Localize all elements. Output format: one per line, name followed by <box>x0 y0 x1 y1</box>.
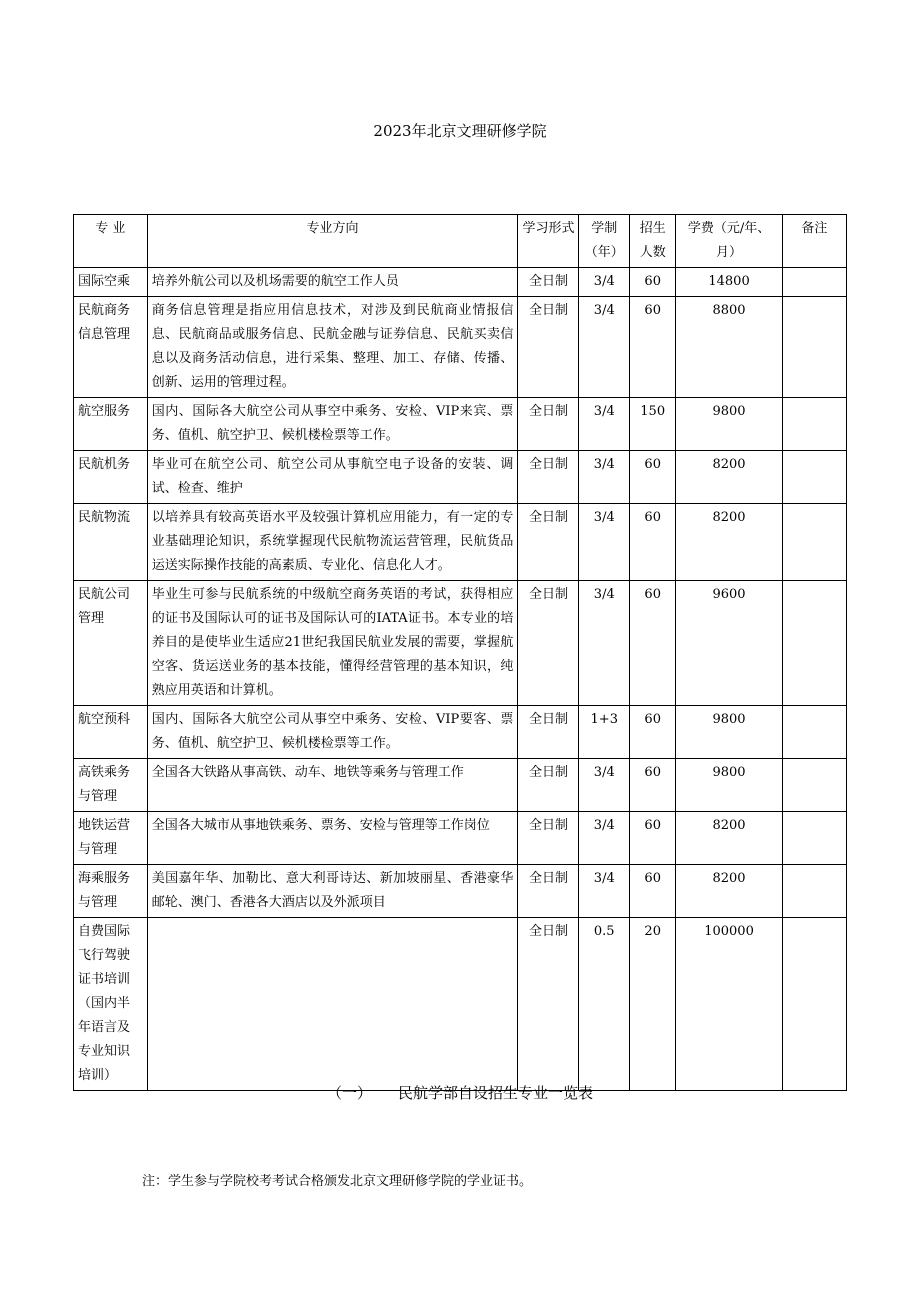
cell-major: 地铁运营与管理 <box>74 812 148 865</box>
cell-form: 全日制 <box>518 504 579 581</box>
cell-enroll: 60 <box>630 504 676 581</box>
cell-form: 全日制 <box>518 398 579 451</box>
table-row <box>74 581 847 706</box>
cell-form: 全日制 <box>518 918 579 1091</box>
table-row <box>74 297 847 398</box>
table-row <box>74 398 847 451</box>
cell-note <box>782 268 846 297</box>
cell-enroll: 60 <box>630 865 676 918</box>
table-row <box>74 268 847 297</box>
cell-note <box>782 918 846 1091</box>
cell-direction: 毕业生可参与民航系统的中级航空商务英语的考试，获得相应的证书及国际认可的证书及国际认可的IATA证书。本专业的培养目的是使毕业生适应21世纪我国民航业发展的需要，掌握航空客、货运送业务的基本技能，懂得经营管理的基本知识，纯熟应用英语和计算机。 <box>147 581 518 706</box>
cell-years: 3/4 <box>579 865 630 918</box>
document-title: 2023年北京文理研修学院 <box>373 122 547 140</box>
cell-form: 全日制 <box>518 759 579 812</box>
cell-fee: 9600 <box>676 581 782 706</box>
cell-fee: 8200 <box>676 812 782 865</box>
header-enroll: 招生人数 <box>630 215 676 268</box>
cell-note <box>782 297 846 398</box>
cell-major: 民航机务 <box>74 451 148 504</box>
cell-enroll: 150 <box>630 398 676 451</box>
cell-note <box>782 812 846 865</box>
cell-form: 全日制 <box>518 268 579 297</box>
program-table <box>73 214 847 1091</box>
cell-years: 3/4 <box>579 504 630 581</box>
cell-enroll: 60 <box>630 812 676 865</box>
table-header-row <box>74 215 847 268</box>
cell-major: 民航物流 <box>74 504 148 581</box>
cell-major: 民航商务信息管理 <box>74 297 148 398</box>
cell-direction: 国内、国际各大航空公司从事空中乘务、安检、VIP要客、票务、值机、航空护卫、候机楼检票等工作。 <box>147 706 518 759</box>
cell-enroll: 60 <box>630 297 676 398</box>
header-direction: 专业方向 <box>147 215 518 268</box>
cell-direction: 以培养具有较高英语水平及较强计算机应用能力，有一定的专业基础理论知识，系统掌握现代民航物流运营管理，民航货品运送实际操作技能的高素质、专业化、信息化人才。 <box>147 504 518 581</box>
cell-note <box>782 759 846 812</box>
cell-major: 自费国际飞行驾驶证书培训（国内半年语言及专业知识培训） <box>74 918 148 1091</box>
table-row <box>74 812 847 865</box>
cell-years: 3/4 <box>579 812 630 865</box>
cell-fee: 100000 <box>676 918 782 1091</box>
cell-note <box>782 706 846 759</box>
cell-major: 民航公司管理 <box>74 581 148 706</box>
table-row <box>74 451 847 504</box>
cell-form: 全日制 <box>518 297 579 398</box>
cell-form: 全日制 <box>518 581 579 706</box>
header-major: 专 业 <box>74 215 148 268</box>
caption-number: （一） <box>326 1084 372 1102</box>
table-row <box>74 706 847 759</box>
cell-years: 3/4 <box>579 581 630 706</box>
cell-fee: 8800 <box>676 297 782 398</box>
cell-form: 全日制 <box>518 451 579 504</box>
cell-enroll: 60 <box>630 268 676 297</box>
cell-note <box>782 865 846 918</box>
table-row <box>74 918 847 1091</box>
header-form: 学习形式 <box>518 215 579 268</box>
cell-direction: 国内、国际各大航空公司从事空中乘务、安检、VIP来宾、票务、值机、航空护卫、候机楼检票等工作。 <box>147 398 518 451</box>
cell-years: 3/4 <box>579 398 630 451</box>
cell-form: 全日制 <box>518 812 579 865</box>
header-fee: 学费（元/年、月） <box>676 215 782 268</box>
cell-fee: 8200 <box>676 451 782 504</box>
cell-note <box>782 451 846 504</box>
cell-direction: 商务信息管理是指应用信息技术，对涉及到民航商业情报信息、民航商品或服务信息、民航金融与证券信息、民航买卖信息以及商务活动信息，进行采集、整理、加工、存储、传播、创新、运用的管理过程。 <box>147 297 518 398</box>
cell-direction: 毕业可在航空公司、航空公司从事航空电子设备的安装、调试、检查、维护 <box>147 451 518 504</box>
cell-fee: 9800 <box>676 706 782 759</box>
cell-enroll: 60 <box>630 581 676 706</box>
table-row <box>74 865 847 918</box>
cell-enroll: 60 <box>630 759 676 812</box>
table-row <box>74 759 847 812</box>
cell-years: 3/4 <box>579 297 630 398</box>
cell-direction <box>147 918 518 1091</box>
cell-note <box>782 504 846 581</box>
cell-major: 高铁乘务与管理 <box>74 759 148 812</box>
cell-major: 航空服务 <box>74 398 148 451</box>
cell-enroll: 60 <box>630 706 676 759</box>
table-row <box>74 504 847 581</box>
cell-major: 航空预科 <box>74 706 148 759</box>
cell-fee: 9800 <box>676 398 782 451</box>
cell-note <box>782 398 846 451</box>
cell-direction: 全国各大城市从事地铁乘务、票务、安检与管理等工作岗位 <box>147 812 518 865</box>
cell-major: 海乘服务与管理 <box>74 865 148 918</box>
cell-fee: 9800 <box>676 759 782 812</box>
caption-text: 民航学部自设招生专业一览表 <box>398 1084 594 1102</box>
cell-years: 1+3 <box>579 706 630 759</box>
header-note: 备注 <box>782 215 846 268</box>
cell-note <box>782 581 846 706</box>
cell-years: 3/4 <box>579 451 630 504</box>
cell-form: 全日制 <box>518 865 579 918</box>
footnote: 注：学生参与学院校考考试合格颁发北京文理研修学院的学业证书。 <box>142 1174 533 1189</box>
cell-direction: 美国嘉年华、加勒比、意大利哥诗达、新加坡丽星、香港豪华邮轮、澳门、香港各大酒店以及外派项目 <box>147 865 518 918</box>
cell-fee: 8200 <box>676 504 782 581</box>
table-caption <box>0 1082 920 1103</box>
cell-years: 3/4 <box>579 268 630 297</box>
header-years: 学制（年） <box>579 215 630 268</box>
cell-major: 国际空乘 <box>74 268 148 297</box>
cell-fee: 8200 <box>676 865 782 918</box>
cell-years: 0.5 <box>579 918 630 1091</box>
cell-years: 3/4 <box>579 759 630 812</box>
cell-direction: 培养外航公司以及机场需要的航空工作人员 <box>147 268 518 297</box>
cell-enroll: 20 <box>630 918 676 1091</box>
cell-fee: 14800 <box>676 268 782 297</box>
cell-form: 全日制 <box>518 706 579 759</box>
cell-direction: 全国各大铁路从事高铁、动车、地铁等乘务与管理工作 <box>147 759 518 812</box>
cell-enroll: 60 <box>630 451 676 504</box>
